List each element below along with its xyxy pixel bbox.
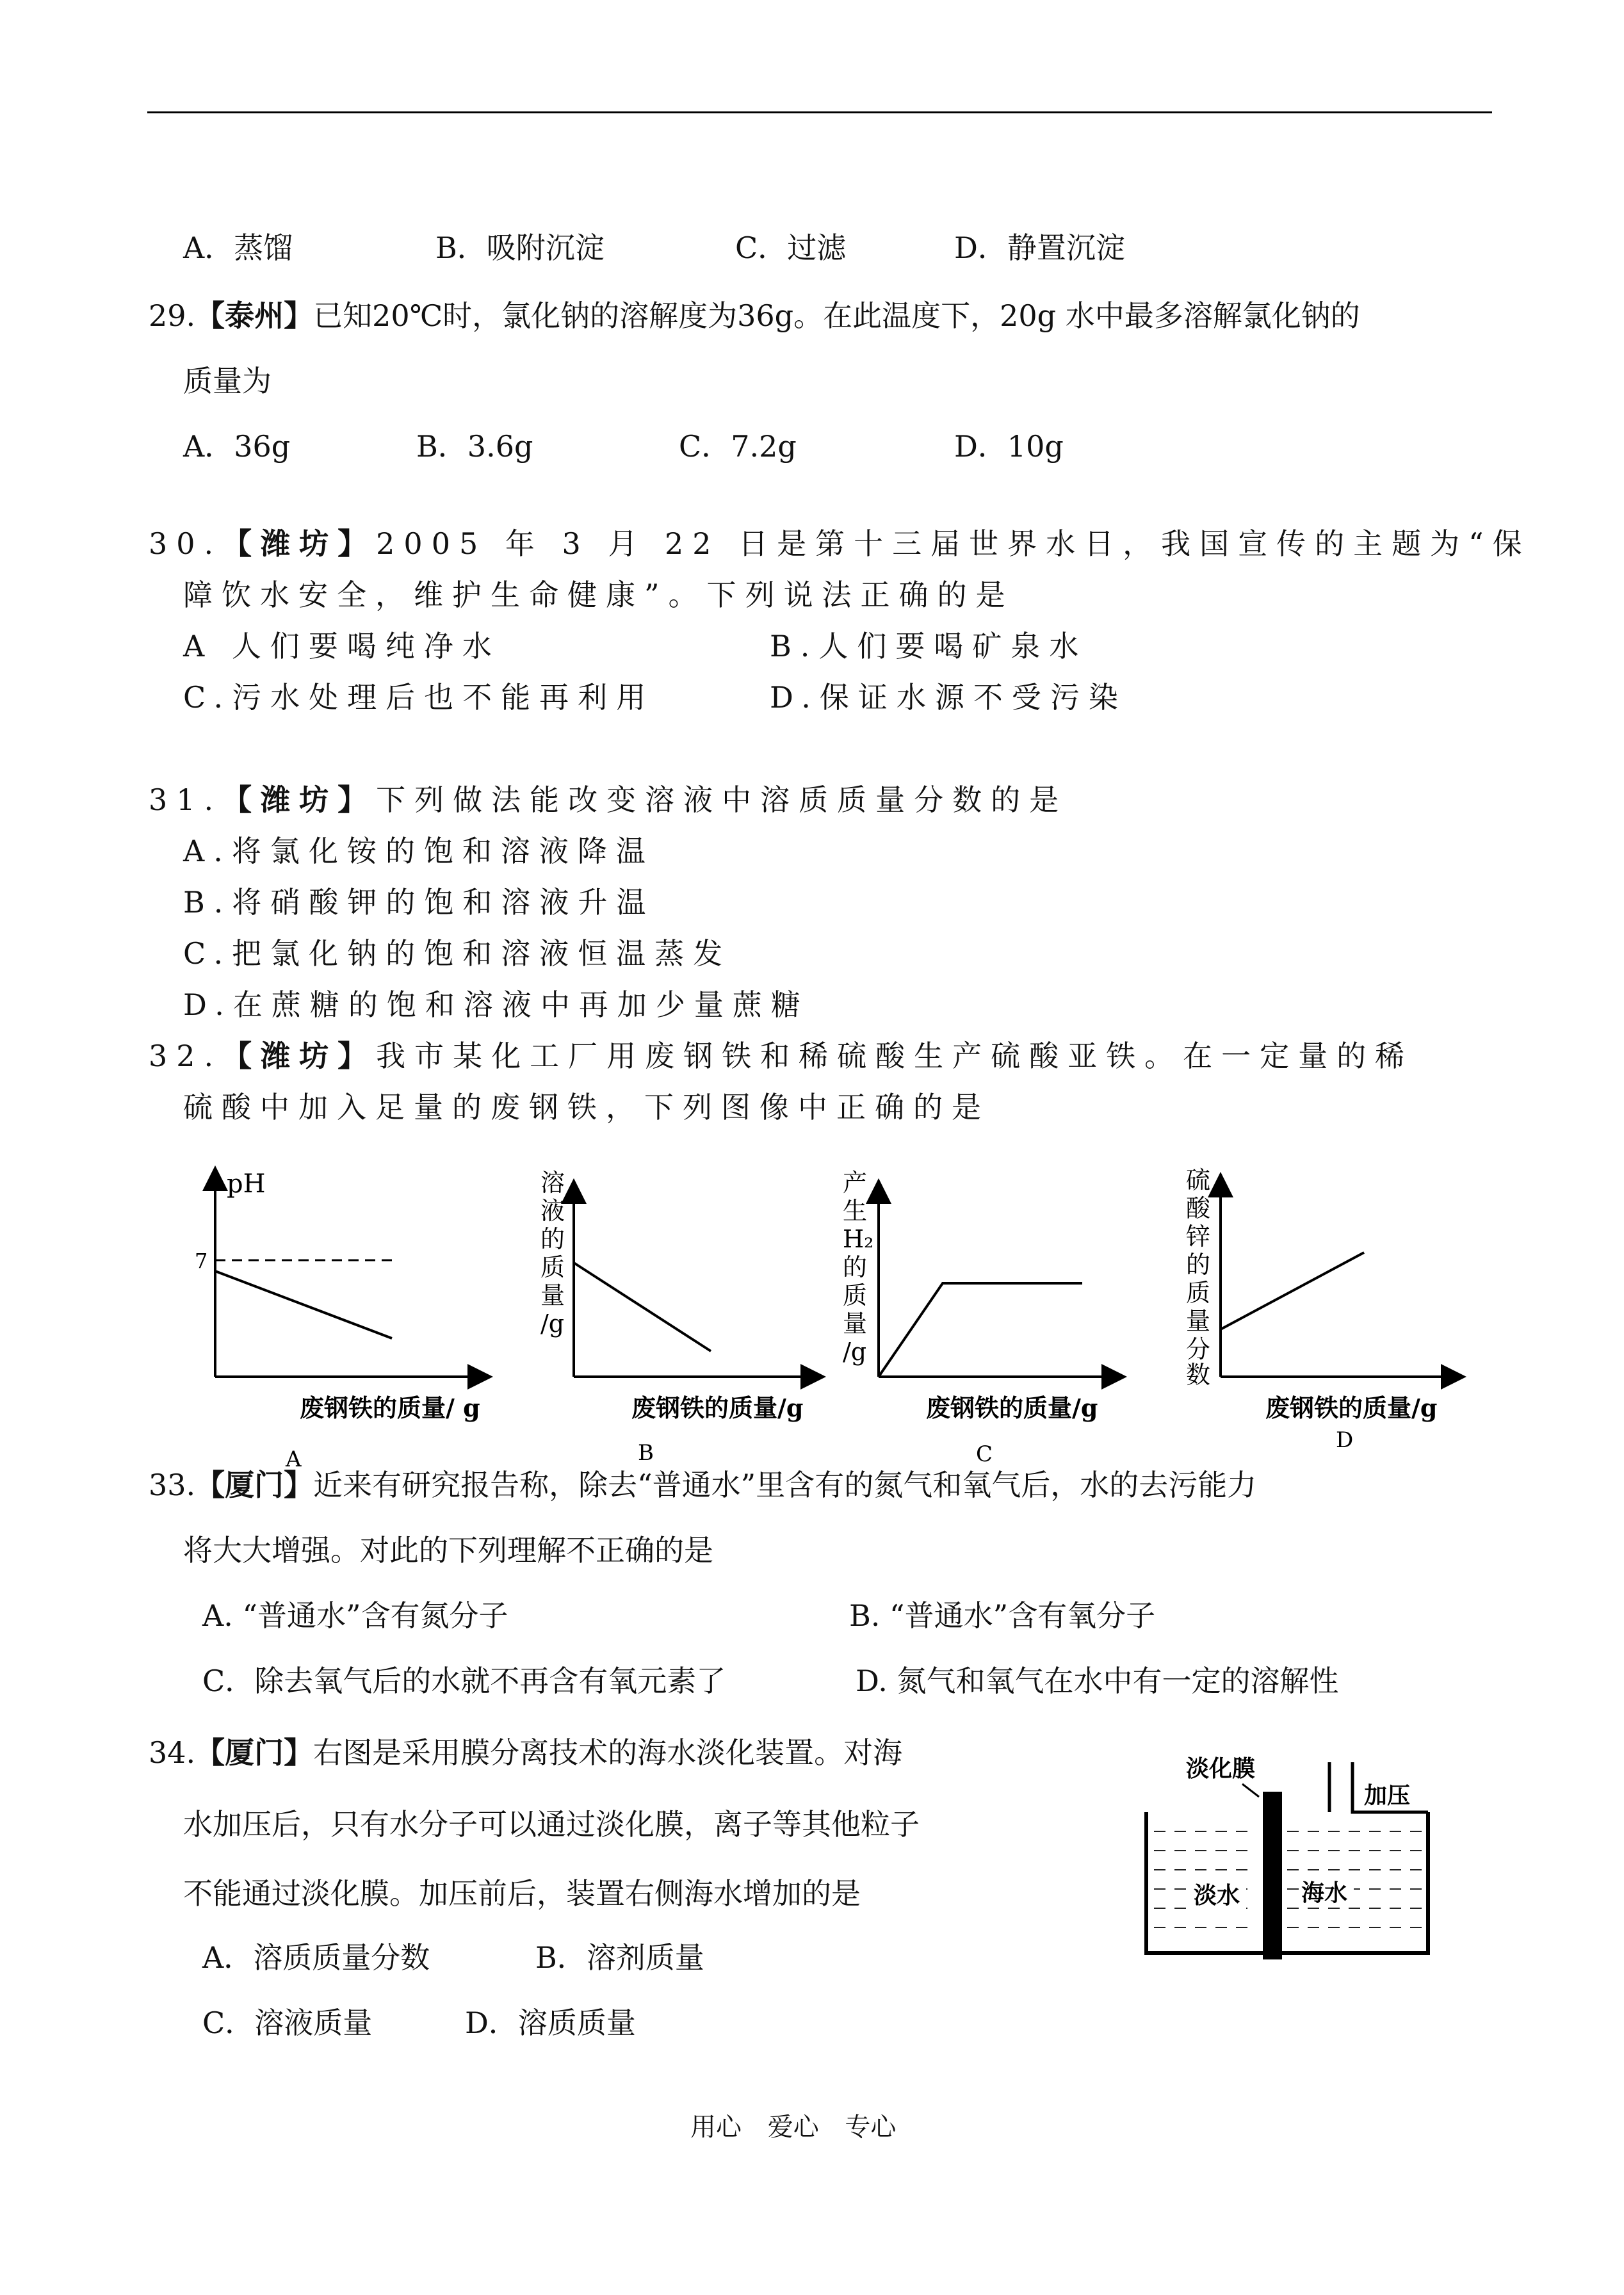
- question-number: 29.: [149, 298, 196, 333]
- desalination-figure: [1146, 1755, 1428, 1959]
- question-source-tag: 【潍坊】: [222, 783, 377, 817]
- graph-b-curve: [574, 1263, 711, 1351]
- pressure-label: 加压: [1364, 1782, 1411, 1809]
- q33-option-d: D. 氮气和氧气在水中有一定的溶解性: [856, 1664, 1339, 1698]
- q33-option-c: C．除去氧气后的水就不再含有氧元素了: [202, 1664, 726, 1698]
- q30-option-a: A 人们要喝纯净水: [183, 629, 501, 663]
- q29-stem-cont: 质量为: [183, 364, 272, 398]
- sea-water-label: 海水: [1301, 1879, 1348, 1906]
- q34-stem-cont2: 不能通过淡化膜。加压前后，装置右侧海水增加的是: [183, 1876, 861, 1911]
- question-source-tag: 【厦门】: [195, 1468, 314, 1502]
- question-source-tag: 【厦门】: [195, 1735, 314, 1770]
- question-text: 右图是采用膜分离技术的海水淡化装置。对海: [313, 1735, 903, 1770]
- question-source-tag: 【泰州】: [195, 298, 314, 333]
- question-text: 已知20℃时，氯化钠的溶解度为36g。在此温度下，20g 水中最多溶解氯化钠的: [313, 298, 1360, 333]
- graph-d-letter: D: [1336, 1427, 1354, 1453]
- graph-a: [195, 1169, 480, 1472]
- q34-stem-cont1: 水加压后，只有水分子可以通过淡化膜，离子等其他粒子: [183, 1807, 920, 1842]
- q28-option-a: A．蒸馏: [183, 231, 293, 265]
- graph-b: [540, 1169, 813, 1466]
- q33-option-a: A. “普通水”含有氮分子: [202, 1598, 508, 1633]
- membrane: [1263, 1792, 1282, 1959]
- question-number: 32.: [149, 1039, 223, 1073]
- q34-option-c: C．溶液质量: [202, 2006, 373, 2040]
- graph-d: [1186, 1166, 1454, 1453]
- q34-option-b: B．溶剂质量: [535, 1940, 704, 1975]
- q29-option-c: C．7.2g: [679, 429, 797, 464]
- q30-option-c: C.污水处理后也不能再利用: [183, 680, 655, 715]
- q29-option-b: B．3.6g: [416, 429, 533, 464]
- question-text: 下列做法能改变溶液中溶质质量分数的是: [376, 783, 1068, 817]
- question-source-tag: 【潍坊】: [222, 1039, 377, 1073]
- membrane-label: 淡化膜: [1186, 1755, 1256, 1782]
- q33-stem-cont: 将大大增强。对此的下列理解不正确的是: [183, 1533, 713, 1568]
- q31-option-a: A.将氯化铵的饱和溶液降温: [183, 834, 654, 868]
- graph-c-letter: C: [976, 1441, 993, 1467]
- graph-a-y-label: pH: [227, 1169, 266, 1199]
- q30-option-b: B.人们要喝矿泉水: [770, 629, 1088, 663]
- tank-outline: [1146, 1812, 1428, 1953]
- graph-a-letter: A: [286, 1447, 302, 1472]
- graph-d-curve: [1221, 1253, 1364, 1329]
- graph-c: [843, 1169, 1114, 1467]
- question-number: 30.: [149, 526, 223, 561]
- q31-option-b: B.将硝酸钾的饱和溶液升温: [183, 885, 655, 920]
- graph-c-y-label: 产生 H₂ 的质量/g: [843, 1169, 874, 1366]
- graph-b-letter: B: [638, 1440, 654, 1466]
- graph-b-y-label: 溶液的质量/g: [540, 1169, 565, 1338]
- q30-option-d: D.保证水源不受污染: [770, 680, 1127, 715]
- page-footer: 用心 爱心 专心: [690, 2113, 897, 2142]
- question-text: 2005 年 3 月 22 日是第十三届世界水日，我国宣传的主题为“保: [376, 526, 1531, 561]
- q34-option-d: D．溶质质量: [465, 2006, 636, 2040]
- q32-stem-cont: 硫酸中加入足量的废钢铁，下列图像中正确的是: [183, 1090, 990, 1124]
- graph-c-x-label: 废钢铁的质量/g: [926, 1393, 1098, 1422]
- question-number: 34.: [149, 1735, 196, 1770]
- graph-a-x-label: 废钢铁的质量/ g: [300, 1393, 480, 1422]
- q28-option-b: B．吸附沉淀: [435, 231, 605, 265]
- q29-option-d: D．10g: [954, 429, 1064, 464]
- q28-option-c: C．过滤: [735, 231, 847, 265]
- graph-d-y-label: 硫酸锌的质量分数: [1186, 1166, 1211, 1389]
- q33-stem: [149, 1470, 1256, 1500]
- fresh-water-label: 淡水: [1194, 1882, 1240, 1909]
- question-number: 31.: [149, 783, 223, 817]
- q31-option-c: C.把氯化钠的饱和溶液恒温蒸发: [183, 936, 732, 971]
- q31-option-d: D.在蔗糖的饱和溶液中再加少量蔗糖: [183, 987, 809, 1022]
- membrane-pointer: [1242, 1784, 1259, 1797]
- q34-option-a: A．溶质质量分数: [202, 1940, 430, 1975]
- graph-a-tick-7: 7: [195, 1249, 208, 1273]
- question-text: 近来有研究报告称，除去“普通水”里含有的氮气和氧气后，水的去污能力: [313, 1468, 1257, 1502]
- q33-option-b: B. “普通水”含有氧分子: [849, 1598, 1156, 1633]
- q34-stem: [149, 1735, 903, 1770]
- question-source-tag: 【潍坊】: [222, 526, 377, 561]
- question-text: 我市某化工厂用废钢铁和稀硫酸生产硫酸亚铁。在一定量的稀: [376, 1039, 1414, 1073]
- graph-a-curve: [215, 1271, 392, 1338]
- graph-c-curve: [879, 1283, 1082, 1377]
- q29-option-a: A．36g: [183, 429, 291, 464]
- graph-b-x-label: 废钢铁的质量/g: [631, 1393, 804, 1422]
- question-number: 33.: [149, 1468, 196, 1502]
- graph-d-x-label: 废钢铁的质量/g: [1265, 1393, 1438, 1422]
- q30-stem-cont: 障饮水安全，维护生命健康”。下列说法正确的是: [183, 578, 1014, 612]
- q28-option-d: D．静置沉淀: [954, 231, 1125, 265]
